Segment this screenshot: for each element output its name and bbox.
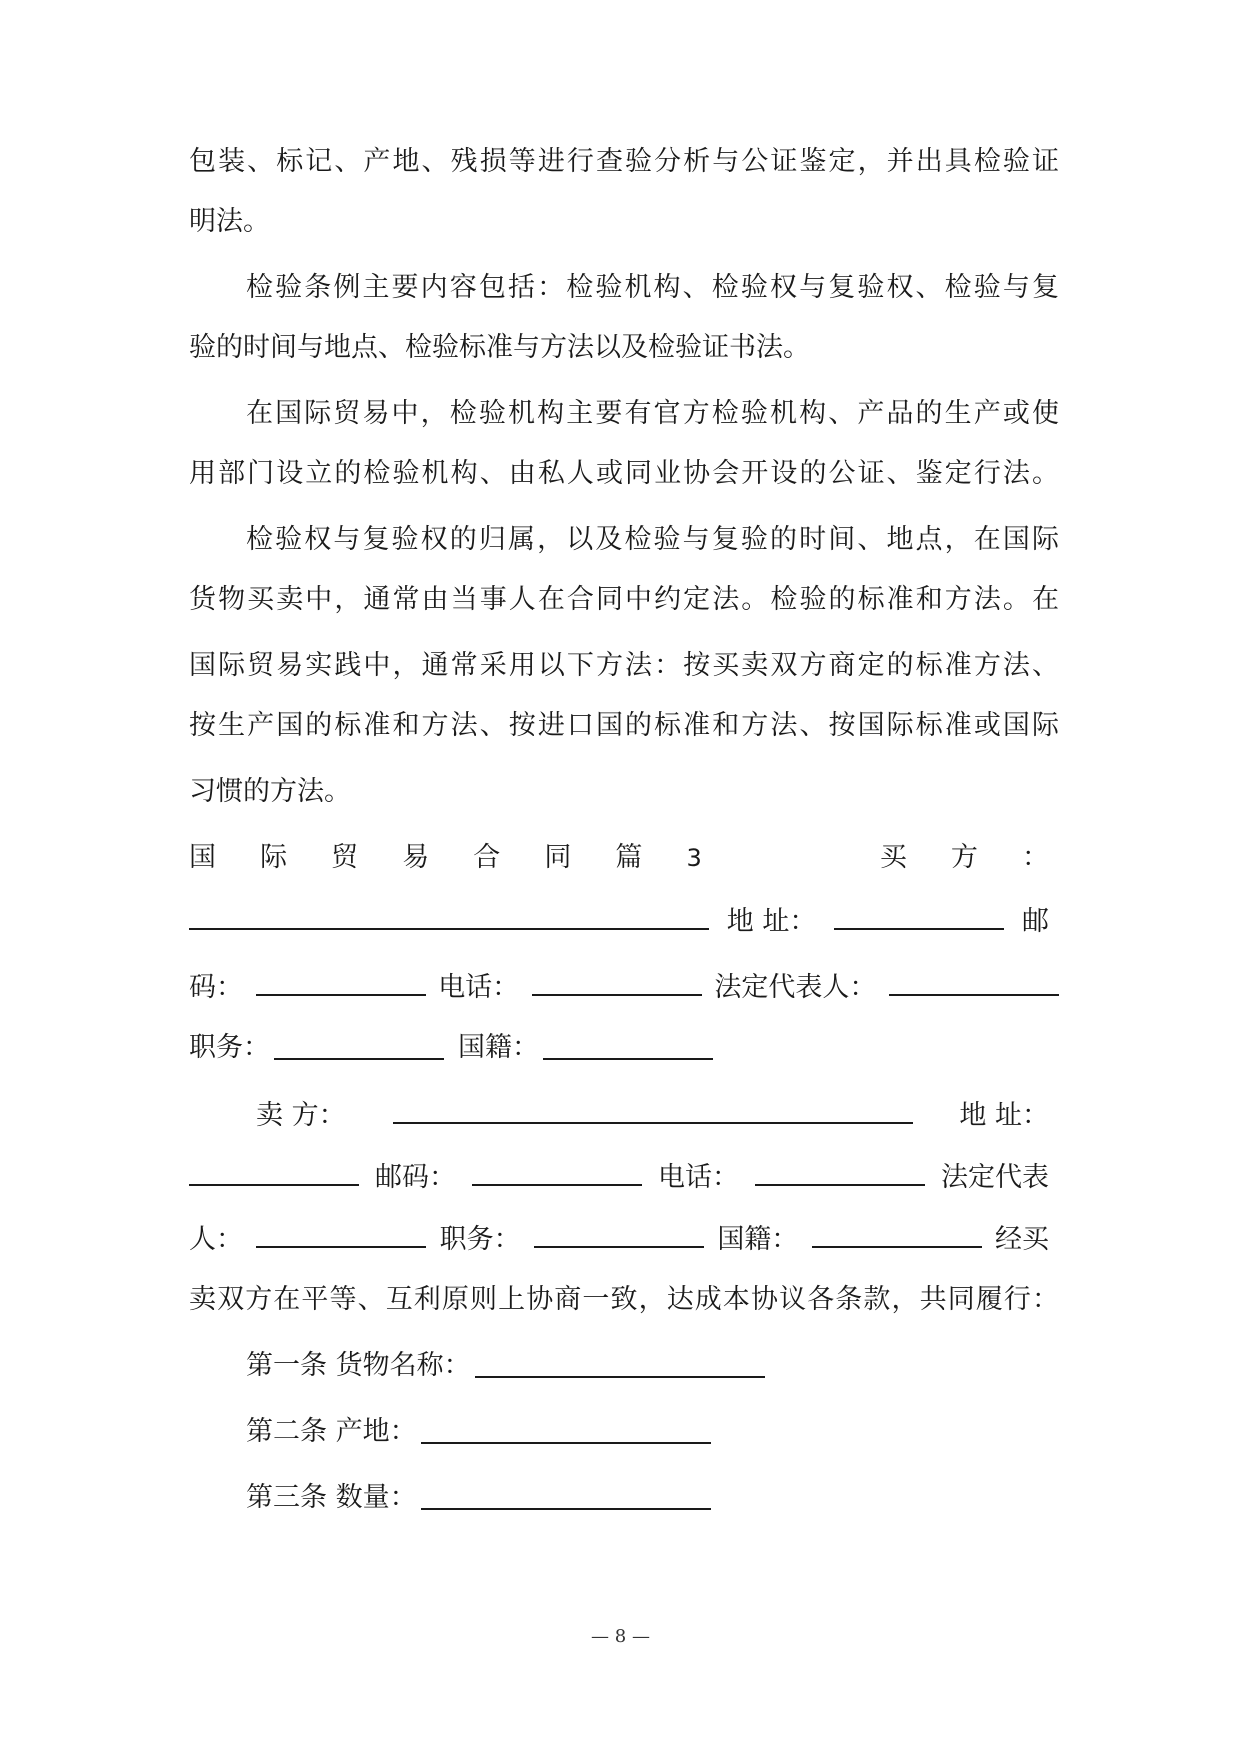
buyer-legal-rep-blank[interactable]	[889, 966, 1059, 996]
title-char: 贸	[331, 842, 359, 873]
seller-line-3	[189, 1218, 1049, 1258]
article-1	[246, 1346, 1059, 1386]
legal-rep-label: 法定代表人：	[714, 972, 877, 1003]
seller-line-2	[189, 1156, 1049, 1196]
buyer-label-char: 买	[879, 842, 907, 873]
seller-line-1	[256, 1094, 1049, 1134]
seller-zip-blank[interactable]	[472, 1156, 642, 1186]
seller-legal-rep-rest: 人：	[189, 1224, 243, 1255]
paragraph-line: 检验权与复验权的归属，以及检验与复验的时间、地点，在国际	[246, 524, 1059, 555]
article-3	[246, 1478, 1059, 1518]
buyer-label-char: ：	[1021, 842, 1049, 873]
quantity-blank[interactable]	[421, 1480, 711, 1510]
paragraph-line: 在国际贸易中，检验机构主要有官方检验机构、产品的生产或使	[246, 398, 1059, 429]
phone-label: 电话：	[438, 972, 520, 1003]
seller-phone-label: 电话：	[658, 1162, 739, 1193]
agree-fragment: 经买	[994, 1224, 1049, 1255]
paragraph-line: 国际贸易实践中，通常采用以下方法：按买卖双方商定的标准方法、	[189, 650, 1059, 681]
title-char: 易	[402, 842, 430, 873]
seller-name-blank[interactable]	[393, 1094, 913, 1124]
title-char: 篇	[615, 842, 643, 873]
title-char: 同	[544, 842, 572, 873]
buyer-line-2	[189, 966, 1059, 1006]
zip-label: 码：	[189, 972, 243, 1003]
article-2	[246, 1412, 1059, 1452]
paragraph-line: 货物买卖中，通常由当事人在合同中约定法。检验的标准和方法。在	[189, 584, 1059, 615]
paragraph-line: 习惯的方法。	[189, 776, 351, 807]
buyer-line-3	[189, 1028, 1059, 1068]
paragraph-line: 验的时间与地点、检验标准与方法以及检验证书法。	[189, 332, 810, 363]
title-number: 3	[686, 844, 702, 872]
seller-address-label: 地 址：	[959, 1100, 1049, 1131]
position-label: 职务：	[189, 1032, 270, 1063]
title-char: 际	[260, 842, 288, 873]
seller-phone-blank[interactable]	[755, 1156, 925, 1186]
nationality-label: 国籍：	[458, 1032, 539, 1063]
buyer-name-blank[interactable]	[189, 900, 709, 930]
buyer-label-char: 方	[950, 842, 978, 873]
buyer-position-blank[interactable]	[274, 1030, 444, 1060]
seller-legal-rep-fragment: 法定代表	[941, 1162, 1049, 1193]
article-3-label: 第三条 数量：	[246, 1482, 417, 1513]
zip-fragment: 邮	[1021, 906, 1049, 937]
seller-position-label: 职务：	[439, 1224, 521, 1255]
goods-name-blank[interactable]	[475, 1348, 765, 1378]
agreement-line: 卖双方在平等、互利原则上协商一致，达成本协议各条款，共同履行：	[189, 1284, 1059, 1315]
paragraph-line: 检验条例主要内容包括：检验机构、检验权与复验权、检验与复	[246, 272, 1059, 303]
title-char: 国	[189, 842, 216, 873]
paragraph-line: 包装、标记、产地、残损等进行查验分析与公证鉴定，并出具检验证	[189, 146, 1059, 177]
article-2-label: 第二条 产地：	[246, 1416, 417, 1447]
seller-nationality-label: 国籍：	[717, 1224, 799, 1255]
paragraph-line: 按生产国的标准和方法、按进口国的标准和方法、按国际标准或国际	[189, 710, 1059, 741]
seller-zip-label: 邮码：	[375, 1162, 456, 1193]
seller-nationality-blank[interactable]	[812, 1218, 982, 1248]
origin-blank[interactable]	[421, 1414, 711, 1444]
buyer-address-blank[interactable]	[834, 900, 1004, 930]
address-label: 地 址：	[726, 906, 817, 937]
buyer-line-1	[189, 900, 1049, 940]
paragraph-line: 用部门设立的检验机构、由私人或同业协会开设的公证、鉴定行法。	[189, 458, 1059, 489]
seller-address-blank[interactable]	[189, 1156, 359, 1186]
article-1-label: 第一条 货物名称：	[246, 1350, 471, 1381]
buyer-nationality-blank[interactable]	[543, 1030, 713, 1060]
seller-label: 卖 方：	[256, 1100, 346, 1131]
buyer-zip-blank[interactable]	[256, 966, 426, 996]
page-number: — 8 —	[591, 1626, 650, 1647]
title-char: 合	[473, 842, 501, 873]
contract-title-line	[189, 838, 1049, 878]
paragraph-line: 明法。	[189, 206, 270, 237]
buyer-phone-blank[interactable]	[532, 966, 702, 996]
seller-legal-rep-blank[interactable]	[256, 1218, 426, 1248]
seller-position-blank[interactable]	[534, 1218, 704, 1248]
